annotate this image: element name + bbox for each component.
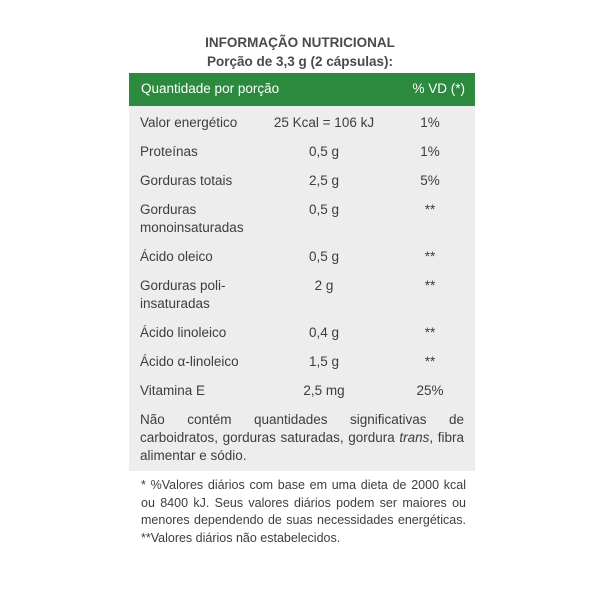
nutrition-title: INFORMAÇÃO NUTRICIONAL bbox=[205, 35, 395, 50]
nutrient-name: Valor energético bbox=[140, 115, 238, 130]
nutrient-name-line1: Gorduras poli- bbox=[140, 278, 226, 293]
table-header bbox=[129, 73, 475, 106]
nutrient-vd: ** bbox=[424, 202, 436, 217]
nutrient-name-line2: insaturadas bbox=[140, 296, 210, 311]
note-italic-trans: trans bbox=[399, 430, 430, 445]
nutrient-vd: 25% bbox=[416, 383, 444, 398]
nutrient-vd: 1% bbox=[420, 144, 440, 159]
nutrient-amount: 0,5 g bbox=[308, 144, 340, 159]
nutrient-name-line2: monoinsaturadas bbox=[140, 220, 244, 235]
header-vd-label: % VD (*) bbox=[412, 81, 465, 96]
nutrient-amount: 0,5 g bbox=[308, 249, 340, 264]
nutrient-vd: ** bbox=[424, 325, 436, 340]
nutrient-vd: 1% bbox=[420, 115, 440, 130]
header-quantity-label: Quantidade por porção bbox=[141, 81, 280, 96]
nutrient-vd: ** bbox=[424, 278, 436, 293]
nutrient-name: Vitamina E bbox=[140, 383, 206, 398]
note-end: , fibra alimentar e sódio. bbox=[140, 430, 464, 463]
nutrient-amount: 0,5 g bbox=[308, 202, 340, 217]
nutrient-amount: 2 g bbox=[314, 278, 334, 293]
nutrient-amount: 0,4 g bbox=[308, 325, 340, 340]
nutrient-name: Ácido α-linoleico bbox=[140, 354, 239, 369]
nutrient-name-line1: Gorduras bbox=[140, 202, 197, 217]
nutrient-amount: 2,5 g bbox=[308, 173, 340, 188]
nutrient-vd: 5% bbox=[420, 173, 440, 188]
nutrient-vd: ** bbox=[424, 249, 436, 264]
serving-size: Porção de 3,3 g (2 cápsulas): bbox=[206, 54, 394, 69]
nutrient-amount: 2,5 mg bbox=[303, 383, 345, 398]
nutrient-name: Gorduras totais bbox=[140, 173, 233, 188]
footnote: * %Valores diários com base em uma dieta de 2000 kcal ou 8400 kJ. Seus valores diários podem ser maiores ou menores dependendo de suas necessidades energéticas. **Valores diários não estabelecidos. bbox=[141, 478, 466, 545]
nutrient-amount: 25 Kcal = 106 kJ bbox=[273, 115, 375, 130]
nutrient-amount: 1,5 g bbox=[308, 354, 340, 369]
nutrient-name: Ácido linoleico bbox=[140, 325, 227, 340]
table-note bbox=[140, 411, 464, 465]
nutrient-name bbox=[140, 277, 280, 313]
nutrient-name: Proteínas bbox=[140, 144, 198, 159]
nutrient-vd: ** bbox=[424, 354, 436, 369]
nutrient-name bbox=[140, 201, 280, 237]
nutrient-name: Ácido oleico bbox=[140, 249, 213, 264]
note-text: Não contém quantidades significativas de carboidratos, gorduras saturadas, gordura bbox=[140, 412, 464, 445]
nutrition-table bbox=[129, 73, 475, 471]
